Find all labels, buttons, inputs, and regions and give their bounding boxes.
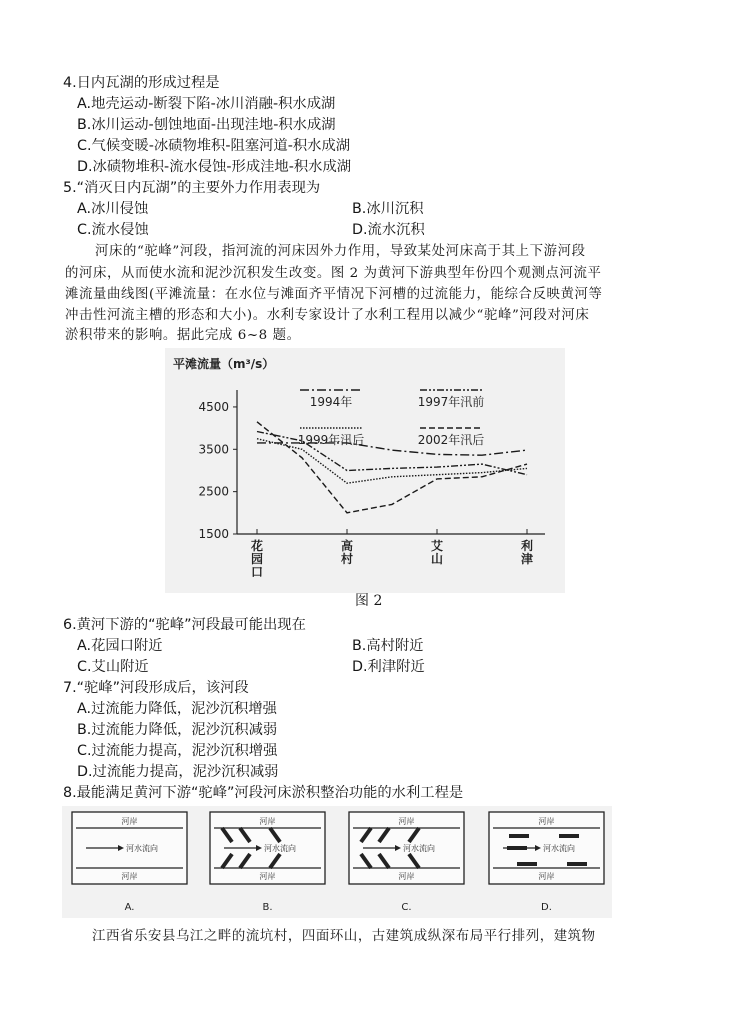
q4-option-d: D.冰碛物堆积-流水侵蚀-形成洼地-积水成湖 xyxy=(77,159,352,175)
q4-stem: 4.日内瓦湖的形成过程是 xyxy=(63,75,220,91)
option-d-diagram xyxy=(489,812,604,884)
y-tick-label: 3500 xyxy=(198,442,229,457)
engineering-diagrams xyxy=(62,806,612,918)
q6-option-b: B.高村附近 xyxy=(352,638,424,654)
flow-direction-label: 河水流向 xyxy=(403,844,435,853)
y-tick-label: 1500 xyxy=(198,527,229,541)
x-category-label: 利津 xyxy=(520,539,534,566)
bank-label-bottom: 河岸 xyxy=(398,872,415,881)
q6-option-c: C.艾山附近 xyxy=(77,659,149,675)
passage-line-5: 淤积带来的影响。据此完成 6~8 题。 xyxy=(65,328,301,343)
flow-direction-label: 河水流向 xyxy=(543,844,575,853)
legend-label: 1994年 xyxy=(309,395,353,409)
q5-option-a: A.冰川侵蚀 xyxy=(77,201,149,217)
figure-caption: 图 2 xyxy=(355,593,383,609)
option-label: D. xyxy=(541,902,552,913)
bank-label-bottom: 河岸 xyxy=(538,872,555,881)
passage-line-3: 滩流量曲线图(平滩流量：在水位与滩面齐平情况下河槽的过流能力，能综合反映黄河等 xyxy=(65,287,603,302)
q7-option-a: A.过流能力降低，泥沙沉积增强 xyxy=(77,701,277,717)
legend-label: 1997年汛前 xyxy=(417,395,485,409)
flow-direction-label: 河水流向 xyxy=(126,844,158,853)
q5-option-c: C.流水侵蚀 xyxy=(77,222,149,238)
option-a-diagram xyxy=(72,812,187,884)
y-tick-label: 4500 xyxy=(198,399,229,414)
option-label: A. xyxy=(124,902,135,913)
q7-option-d: D.过流能力提高，泥沙沉积减弱 xyxy=(77,764,279,780)
legend-label: 2002年汛后 xyxy=(417,433,485,447)
q8-stem: 8.最能满足黄河下游“驼峰”河段河床淤积整治功能的水利工程是 xyxy=(63,785,464,801)
option-label: C. xyxy=(401,902,412,913)
q7-option-c: C.过流能力提高，泥沙沉积增强 xyxy=(77,743,278,759)
q6-option-a: A.花园口附近 xyxy=(77,638,163,654)
q4-option-b: B.冰川运动-刨蚀地面-出现洼地-积水成湖 xyxy=(77,117,336,133)
bank-label-bottom: 河岸 xyxy=(259,872,276,881)
x-category-label: 花园口 xyxy=(250,539,264,579)
bank-label-top: 河岸 xyxy=(398,817,415,826)
bank-label-top: 河岸 xyxy=(121,817,138,826)
q6-stem: 6.黄河下游的“驼峰”河段最可能出现在 xyxy=(63,617,306,633)
passage-line-2: 的河床，从而使水流和泥沙沉积发生改变。图 2 为黄河下游典型年份四个观测点河流平 xyxy=(65,266,602,281)
y-axis-label: 平滩流量（m³/s） xyxy=(173,357,275,371)
q4-option-c: C.气候变暖-冰碛物堆积-阻塞河道-积水成湖 xyxy=(77,138,351,154)
passage-line-4: 冲击性河流主槽的形态和大小)。水利专家设计了水利工程用以减少“驼峰”河段对河床 xyxy=(65,308,590,323)
x-category-label: 高村 xyxy=(340,539,354,566)
x-category-label: 艾山 xyxy=(430,539,444,566)
passage-next-line: 江西省乐安县乌江之畔的流坑村，四面环山，古建筑成纵深布局平行排列，建筑物 xyxy=(92,929,596,944)
figure-2-chart xyxy=(165,348,565,593)
q7-option-b: B.过流能力降低，泥沙沉积减弱 xyxy=(77,722,278,738)
option-label: B. xyxy=(262,902,273,913)
q5-stem: 5.“消灭日内瓦湖”的主要外力作用表现为 xyxy=(63,180,321,196)
q5-option-b: B.冰川沉积 xyxy=(352,201,424,217)
option-b-diagram xyxy=(210,812,325,884)
q4-option-a: A.地壳运动-断裂下陷-冰川消融-积水成湖 xyxy=(77,96,336,112)
q7-stem: 7.“驼峰”河段形成后，该河段 xyxy=(63,680,249,696)
bank-label-bottom: 河岸 xyxy=(121,872,138,881)
y-tick-label: 2500 xyxy=(198,484,229,499)
q5-option-d: D.流水沉积 xyxy=(352,222,425,238)
passage-line-1: 河床的“驼峰”河段，指河流的河床因外力作用，导致某处河床高于其上下游河段 xyxy=(95,244,586,259)
bank-label-top: 河岸 xyxy=(259,817,276,826)
flow-direction-label: 河水流向 xyxy=(264,844,296,853)
option-c-diagram xyxy=(349,812,464,884)
legend-label: 1999年汛后 xyxy=(297,433,365,447)
bank-label-top: 河岸 xyxy=(538,817,555,826)
q6-option-d: D.利津附近 xyxy=(352,659,425,675)
